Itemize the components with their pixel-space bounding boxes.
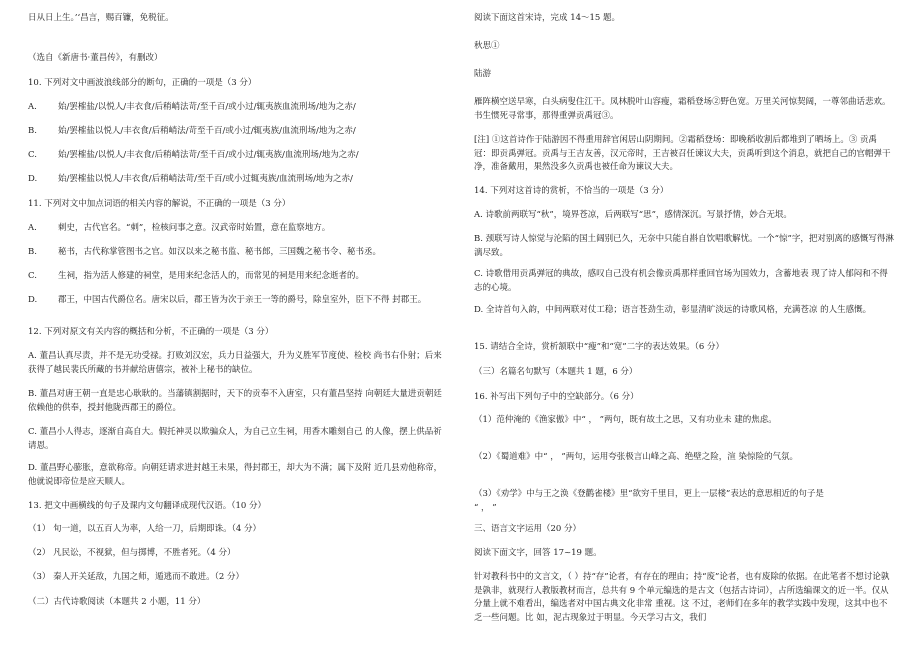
instruction: 阅读下面文字，回答 17~19 题。 [474, 548, 602, 558]
option-text: 始/罢榷盐/以悦人/丰衣食/后稍峭法苛/至千百/或小过/辄夷族/血流刑场/地为之赤/ [58, 150, 359, 160]
instruction: 阅读下面这首宋诗，完成 14～15 题。 [474, 13, 621, 23]
poem-title: 秋思① [474, 41, 500, 51]
q16-item-1: （1）范仲淹的《渔家傲》中“ ， ”两句，既有故土之思，又有功业未 建的焦虑。 [474, 415, 777, 425]
option-label: D. [28, 174, 38, 184]
q12-option-d: D. 董昌野心膨胀，意欲称帝。向朝廷请求进封越王未果，得封郡王，却大为不满；属下及附 近几县劝他称帝，他就说即帝位是应天顺人。 [28, 463, 443, 487]
text-line: 日从日上生。’‘昌言，赐百镰，免税征。 [28, 13, 174, 23]
q13-item-3: （3） 秦人开关延敌，九国之师，遁逃而不敢进。（2 分） [28, 572, 244, 582]
option-text: 始/罢榷盐以悦人/丰衣食/后稍峭法/苛至千百/或小过/辄夷族/血流刑场/地为之赤/ [58, 126, 356, 136]
source-citation: （选自《新唐书·董昌传》，有删改） [28, 53, 163, 63]
option-label: B. [28, 247, 37, 257]
option-text: 生祠，指为活人修建的祠堂，是用来纪念活人的，而常见的祠是用来纪念逝者的。 [58, 271, 365, 281]
q14-option-b: B. 颈联写诗人惊觉与沦陷的国土阔别已久，无奈中只能自斟自饮唱歌解忧。一个“惊”字，把对别离的感慨写得淋漓尽致。 [474, 234, 894, 258]
q13-item-2: （2） 凡民讼，不视狱，但与掷博，不胜者死。（4 分） [28, 548, 236, 558]
option-label: C. [28, 271, 37, 281]
option-text: 始/罢榷盐以悦人/丰衣食/后稍峭法苛/至千百/或小过辄夷族/血流刑场/地为之赤/ [58, 174, 353, 184]
option-label: C. [28, 150, 37, 160]
option-text: 秘书，古代称掌管图书之官。如汉以来之秘书监、秘书郎，三国魏之秘书令、秘书丞。 [58, 247, 382, 257]
question-13: 13. 把文中画横线的句子及课内文句翻译成现代汉语。（10 分） [28, 501, 266, 511]
option-text: 郡王，中国古代爵位名。唐宋以后，郡王皆为次于亲王一等的爵号，除皇室外，臣下不得 封郡王。 [58, 295, 427, 305]
section-heading: 三、语言文字运用（20 分） [474, 524, 582, 534]
q14-option-d: D. 全诗首句入韵，中间两联对仗工稳；语言苍劲生动，彰显清旷淡远的诗歌风格，充满苍凉 的人生感慨。 [474, 305, 872, 315]
q16-item-2: （2）《蜀道难》中“ ， ”两句，运用夸张极言山峰之高、绝壁之险，渲 染惊险的气氛。 [474, 452, 798, 462]
option-label: A. [28, 223, 37, 233]
question-12: 12. 下列对原文有关内容的概括和分析，不正确的一项是（3 分） [28, 327, 274, 337]
q14-option-c: C. 诗歌借用贡禹弹冠的典故，感叹自己没有机会像贡禹那样重回官场为国效力，含蓄地表 现了诗人郁闷和不得志的心境。 [474, 269, 888, 293]
q14-option-a: A. 诗歌前两联写“秋”，境界苍凉，后两联写“思”，感情深沉。写景抒情，妙合无垠。 [474, 210, 792, 220]
question-16: 16. 补写出下列句子中的空缺部分。（6 分） [474, 392, 639, 402]
poet-name: 陆游 [474, 69, 492, 79]
reading-passage: 针对教科书中的文言文，（ ）持“存”论者，有存在的理由；持“废”论者，也有废除的依据。在此笔者不想讨论孰是孰非，就现行人教版教材而言，总共有 9 个单元编选的是古文（包括古诗词），占所选编课文的近一半。仅从分量上就不难看出，编选者对中国古典文化非常 重视。这 不过，老师们在多年的教学实践中发现，这其中也不乏一些问题。比 如，泥古现象过于明显。今天学习古文，我们 [474, 572, 890, 623]
q12-option-c: C. 董昌小人得志，逐渐自高自大。假托神灵以欺骗众人，为自己立生祠，用香木雕刻自己 的人像，摆上供品祈请恩。 [28, 427, 442, 451]
section-heading: （二）古代诗歌阅读（本题共 2 小题，11 分） [28, 597, 206, 607]
section-heading: （三）名篇名句默写（本题共 1 题，6 分） [474, 367, 638, 377]
question-10: 10. 下列对文中画波浪线部分的断句，正确的一项是（3 分） [28, 78, 257, 88]
q16-item-3: （3）《劝学》中与王之涣《登鹳雀楼》里“欲穷千里目，更上一层楼”表达的意思相近的句子是 [474, 489, 824, 499]
option-label: B. [28, 126, 37, 136]
poem-note: [注] ①这首诗作于陆游因不得重用辞官闲居山阴期间。②霜稻登场：即晚稻收割后都堆到了晒场上。③ 贡禹冠：即贡禹弹冠。贡禹与王吉友善，汉元帝时，王吉被召任谏议大夫，贡禹听到这个消息，就把自己的官帽弹干净，准备戴用，果然没多久贡禹也被任命为谏议大夫。 [474, 135, 891, 172]
question-14: 14. 下列对这首诗的赏析，不恰当的一项是（3 分） [474, 186, 669, 196]
question-15: 15. 请结合全诗，赏析颔联中“瘦”和“宽”二字的表达效果。（6 分） [474, 342, 724, 352]
q16-item-3-blanks: “ ， ” [474, 503, 497, 513]
q13-item-1: （1） 旬一道，以五百人为率，人给一刀，后期即诛。（4 分） [28, 524, 261, 534]
option-label: D. [28, 295, 38, 305]
option-label: A. [28, 102, 37, 112]
q12-option-b: B. 董昌对唐王朝一直是忠心耿耿的。当藩镇割据时，天下的贡奉不入唐室，只有董昌坚持 向朝廷大量进贡朝廷依赖他的供奉，授封他陇西郡王的爵位。 [28, 389, 442, 413]
question-11: 11. 下列对文中加点词语的相关内容的解说，不正确的一项是（3 分） [28, 199, 291, 209]
option-text: 始/罢榷盐/以悦人/丰衣食/后稍峭法苛/至千百/或小过/辄夷族血流刑场/地为之赤/ [58, 102, 356, 112]
poem-text: 雁阵横空送早寒，白头病叟住江干。凤林脱叶山容瘦，霜稻登场②野色宽。万里关河惊契阔，一尊邻曲话悲欢。书生惯死寻常事，那得重弹贡禹冠③。 [474, 97, 891, 121]
q12-option-a: A. 董昌认真尽责，并不是无功受禄。打败刘汉宏，兵力日益强大，升为义胜军节度使、检校 尚书右仆射；后来获得了越民裴氏所藏的书并献给唐僖宗，被补上秘书的缺位。 [28, 351, 442, 375]
option-text: 刺史，古代官名。“刺”，检核问事之意。汉武帝时始置，意在监察地方。 [58, 223, 331, 233]
